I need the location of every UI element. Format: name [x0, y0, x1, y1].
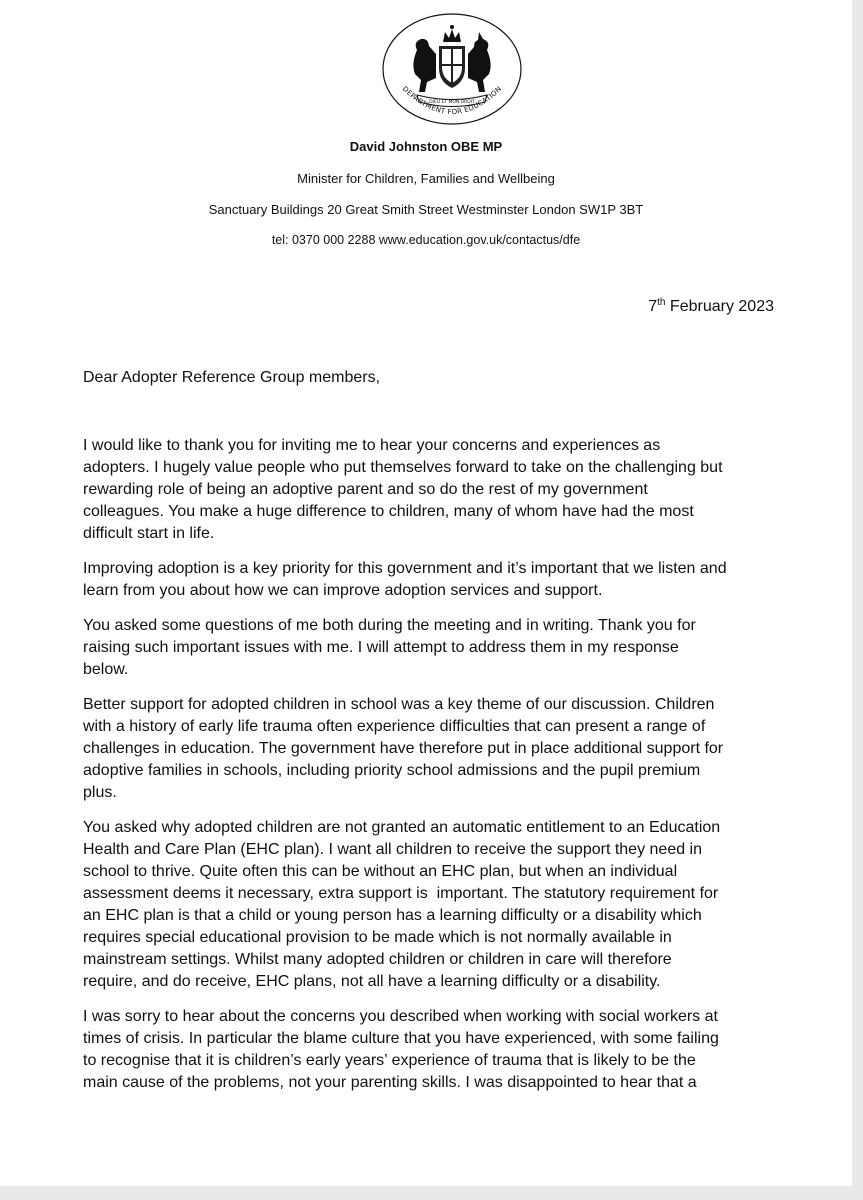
letter-date — [648, 298, 774, 316]
date-suffix: th — [657, 297, 666, 308]
paragraph-4 — [83, 694, 783, 804]
text-line: require, and do receive, EHC plans, not all have a learning difficulty or a disability. — [83, 973, 661, 990]
contact-line: tel: 0370 000 2288 www.education.gov.uk/contactus/dfe — [271, 233, 581, 247]
text-line: plus. — [83, 784, 117, 801]
paragraph-3 — [83, 615, 783, 681]
text-line: I was sorry to hear about the concerns you described when working with social workers at — [83, 1008, 718, 1025]
paragraph-2 — [83, 558, 783, 602]
minister-role: Minister for Children, Families and Wellbeing — [297, 171, 555, 186]
text-line: You asked some questions of me both during the meeting and in writing. Thank you for — [83, 617, 696, 634]
text-line: challenges in education. The government have therefore put in place additional support for — [83, 740, 724, 757]
text-line: adopters. I hugely value people who put themselves forward to take on the challenging but — [83, 459, 723, 476]
text-line: Health and Care Plan (EHC plan). I want all children to receive the support they need in — [83, 841, 703, 858]
text-line: Better support for adopted children in school was a key theme of our discussion. Children — [83, 696, 715, 713]
svg-text:DIEU ET MON DROIT: DIEU ET MON DROIT — [429, 100, 475, 105]
text-line: mainstream settings. Whilst many adopted children or children in care will therefore — [83, 951, 672, 968]
text-line: I would like to thank you for inviting me to hear your concerns and experiences as — [83, 437, 661, 454]
date-day: 7 — [648, 298, 658, 315]
text-line: assessment deems it necessary, extra support is important. The statutory requirement for — [83, 885, 719, 902]
paragraph-5 — [83, 817, 783, 993]
text-line: to recognise that it is children’s early years’ experience of trauma that is likely to be the — [83, 1052, 696, 1069]
letter-body — [83, 435, 783, 1107]
department-for-education-crest-logo — [381, 12, 523, 126]
paragraph-6 — [83, 1006, 783, 1094]
text-line: You asked why adopted children are not granted an automatic entitlement to an Education — [83, 819, 721, 836]
text-line: an EHC plan is that a child or young person has a learning difficulty or a disability which — [83, 907, 702, 924]
text-line: rewarding role of being an adoptive parent and so do the rest of my government — [83, 481, 648, 498]
text-line: main cause of the problems, not your parenting skills. I was disappointed to hear that a — [83, 1074, 697, 1091]
date-rest: February 2023 — [665, 298, 774, 315]
text-line: requires special educational provision to be made which is not normally available in — [83, 929, 672, 946]
minister-name: David Johnston OBE MP — [349, 139, 503, 154]
text-line: adoptive families in schools, including priority school admissions and the pupil premium — [83, 762, 701, 779]
text-line: learn from you about how we can improve adoption services and support. — [83, 582, 603, 599]
address-line: Sanctuary Buildings 20 Great Smith Street Westminster London SW1P 3BT — [208, 202, 644, 217]
text-line: below. — [83, 661, 129, 678]
text-line: with a history of early life trauma often experience difficulties that can present a range of — [83, 718, 706, 735]
text-line: Improving adoption is a key priority for this government and it’s important that we listen and — [83, 560, 727, 577]
paragraph-1 — [83, 435, 783, 545]
text-line: school to thrive. Quite often this can be without an EHC plan, but when an individual — [83, 863, 678, 880]
greeting: Dear Adopter Reference Group members, — [83, 369, 381, 386]
text-line: raising such important issues with me. I will attempt to address them in my response — [83, 639, 679, 656]
text-line: difficult start in life. — [83, 525, 215, 542]
text-line: colleagues. You make a huge difference to children, many of whom have had the most — [83, 503, 694, 520]
text-line: times of crisis. In particular the blame culture that you have experienced, with some failing — [83, 1030, 719, 1047]
svg-text:DEPARTMENT FOR EDUCATION: DEPARTMENT FOR EDUCATION — [400, 84, 504, 117]
